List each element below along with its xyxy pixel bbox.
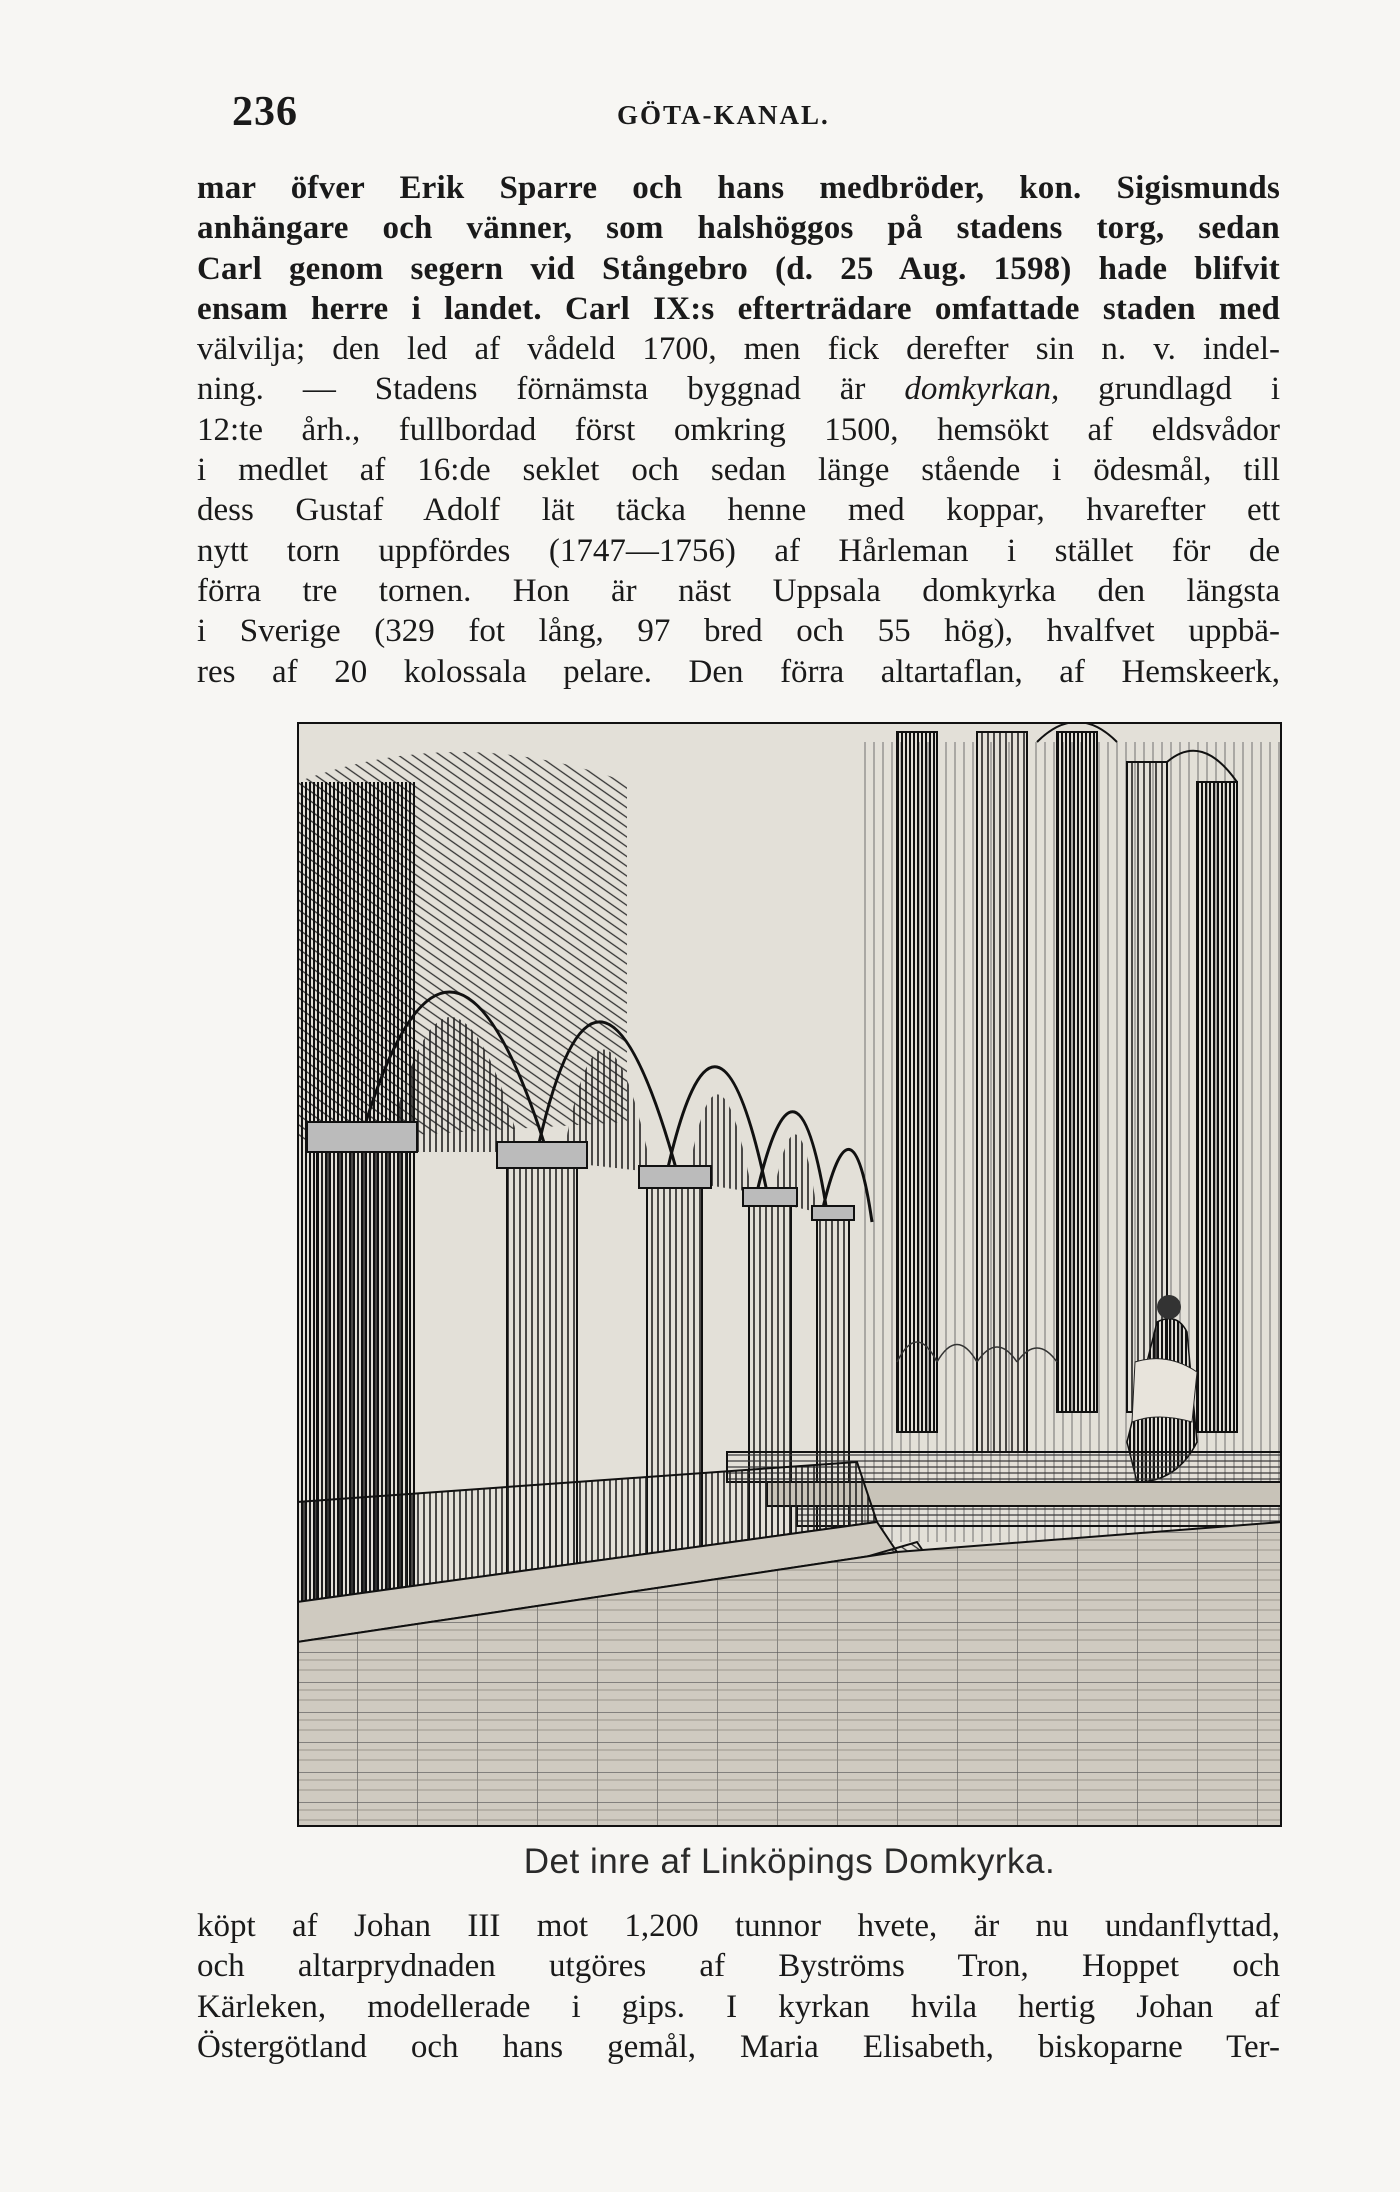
text-fragment: ning. — Stadens förnämsta byggnad är <box>197 371 866 408</box>
italic-term: domkyrkan, <box>904 371 1060 408</box>
cathedral-interior-engraving <box>297 722 1282 1827</box>
text-line: 12:te årh., fullbordad först omkring 1500, hemsökt af eldsvådor <box>197 411 1280 448</box>
figure-caption: Det inre af Linköpings Domkyrka. <box>523 1842 1056 1881</box>
text-line: Kärleken, modellerade i gips. I kyrkan hvila hertig Johan af <box>197 1988 1280 2025</box>
text-line: res af 20 kolossala pelare. Den förra altartaflan, af Hemskeerk, <box>197 653 1280 690</box>
paragraph-bottom <box>197 1906 1280 2067</box>
text-line: köpt af Johan III mot 1,200 tunnor hvete, är nu undanflyttad, <box>197 1908 1280 1944</box>
text-line: förra tre tornen. Hon är näst Uppsala domkyrka den längsta <box>197 572 1280 609</box>
text-line: Carl genom segern vid Stångebro (d. 25 Aug. 1598) hade blifvit <box>197 250 1280 287</box>
text-line: och altarprydnaden utgöres af Byströms Tron, Hoppet och <box>197 1948 1280 1985</box>
text-line: anhängare och vänner, som halshöggos på stadens torg, sedan <box>197 210 1280 247</box>
text-line: dess Gustaf Adolf lät täcka henne med koppar, hvarefter ett <box>197 492 1280 529</box>
text-line: nytt torn uppfördes (1747—1756) af Hårleman i stället för de <box>197 532 1280 569</box>
page-header <box>232 88 1282 138</box>
text-line: välvilja; den led af vådeld 1700, men fick derefter sin n. v. indel- <box>197 331 1280 368</box>
text-line: i medlet af 16:de seklet och sedan länge stående i ödesmål, till <box>197 452 1280 489</box>
text-fragment: grundlagd i <box>1098 371 1281 408</box>
page-number: 236 <box>232 89 298 135</box>
text-line: mar öfver Erik Sparre och hans medbröder, kon. Sigismunds <box>197 170 1280 206</box>
text-line: Östergötland och hans gemål, Maria Elisabeth, biskoparne Ter- <box>197 2028 1280 2065</box>
running-title: GÖTA-KANAL. <box>617 100 830 130</box>
text-line <box>197 369 1280 409</box>
text-line: ensam herre i landet. Carl IX:s efterträdare omfattade staden med <box>197 290 1280 327</box>
text-line: i Sverige (329 fot lång, 97 bred och 55 hög), hvalfvet uppbä- <box>197 613 1280 650</box>
paragraph-top <box>197 168 1280 692</box>
